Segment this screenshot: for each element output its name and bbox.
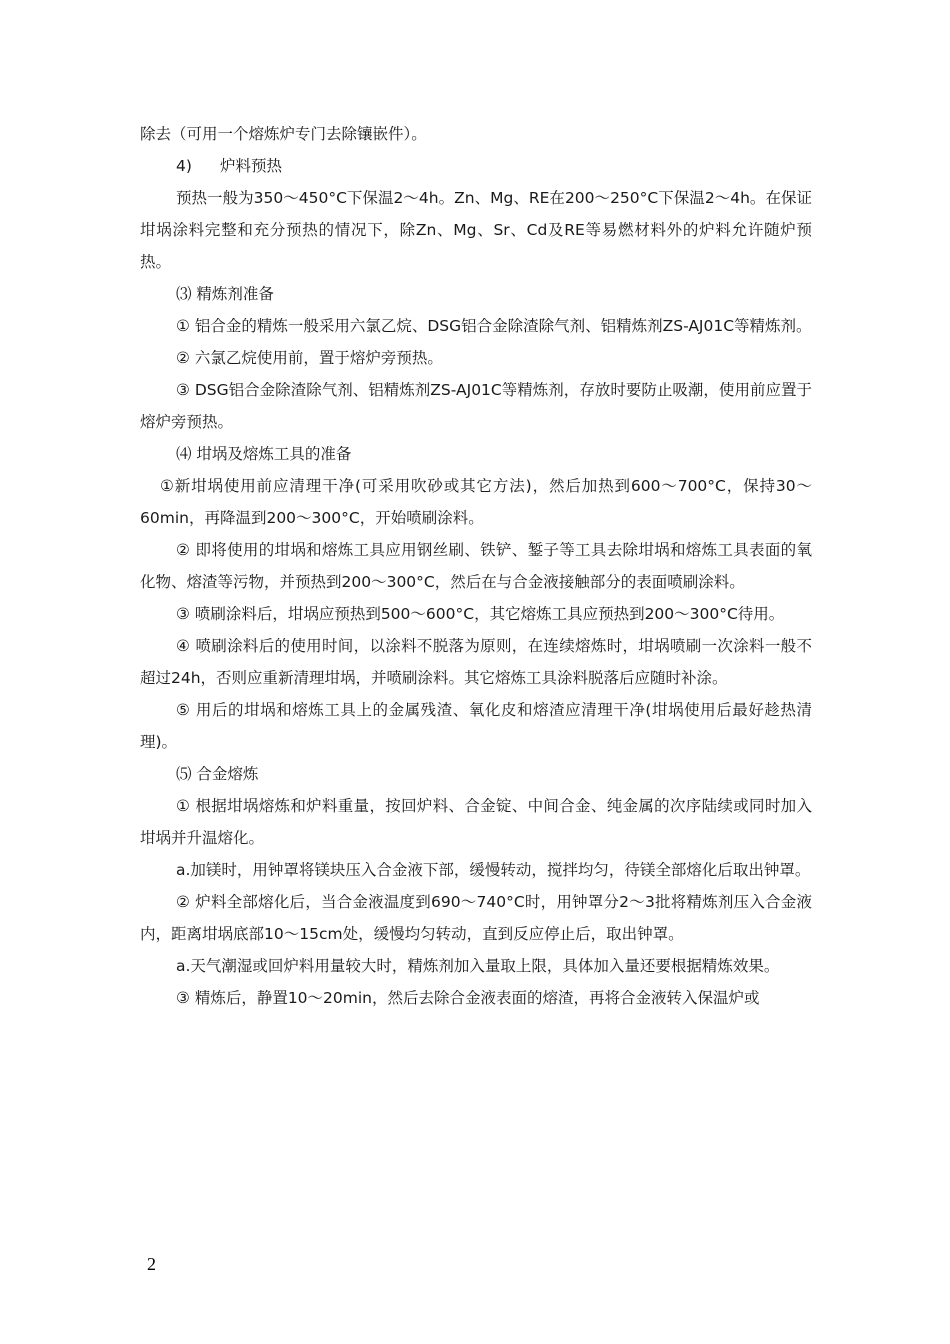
page-number: 2: [147, 1254, 156, 1274]
paragraph: ④ 喷刷涂料后的使用时间，以涂料不脱落为原则，在连续熔炼时，坩埚喷刷一次涂料一般不超过24h，否则应重新清理坩埚，并喷刷涂料。其它熔炼工具涂料脱落后应随时补涂。: [140, 637, 812, 687]
paragraph: ② 炉料全部熔化后，当合金液温度到690～740°C时，用钟罩分2～3批将精炼剂压入合金液内，距离坩埚底部10～15cm处，缓慢均匀转动，直到反应停止后，取出钟罩。: [140, 893, 812, 943]
paragraph: ③ DSG铝合金除渣除气剂、铝精炼剂ZS-AJ01C等精炼剂，存放时要防止吸潮，使用前应置于熔炉旁预热。: [140, 381, 812, 431]
paragraph: ①新坩埚使用前应清理干净(可采用吹砂或其它方法)，然后加热到600～700°C，保持30～60min，再降温到200～300°C，开始喷刷涂料。: [140, 477, 812, 527]
paragraph: ⑸ 合金熔炼: [176, 765, 259, 783]
heading-number: 4): [176, 157, 192, 175]
paragraph: 预热一般为350～450°C下保温2～4h。Zn、Mg、RE在200～250°C下保温2～4h。在保证坩埚涂料完整和充分预热的情况下，除Zn、Mg、Sr、Cd及RE等易燃材料外的炉料允许随炉预热。: [140, 189, 812, 271]
document-body: [140, 118, 812, 1014]
paragraph: ③ 喷刷涂料后，坩埚应预热到500～600°C，其它熔炼工具应预热到200～300°C待用。: [176, 605, 785, 623]
heading-text: 炉料预热: [220, 157, 283, 175]
paragraph: ② 即将使用的坩埚和熔炼工具应用钢丝刷、铁铲、錾子等工具去除坩埚和熔炼工具表面的氧化物、熔渣等污物，并预热到200～300°C，然后在与合金液接触部分的表面喷刷涂料。: [140, 541, 812, 591]
paragraph: ⑷ 坩埚及熔炼工具的准备: [176, 445, 352, 463]
paragraph: a.天气潮湿或回炉料用量较大时，精炼剂加入量取上限，具体加入量还要根据精炼效果。: [176, 957, 780, 975]
paragraph: ③ 精炼后，静置10～20min，然后去除合金液表面的熔渣，再将合金液转入保温炉或: [176, 989, 760, 1007]
paragraph: ⑶ 精炼剂准备: [176, 285, 274, 303]
paragraph: ② 六氯乙烷使用前，置于熔炉旁预热。: [176, 349, 443, 367]
paragraph: ⑤ 用后的坩埚和熔炼工具上的金属残渣、氧化皮和熔渣应清理干净(坩埚使用后最好趁热清理)。: [140, 701, 812, 751]
paragraph: ① 铝合金的精炼一般采用六氯乙烷、DSG铝合金除渣除气剂、铝精炼剂ZS-AJ01C等精炼剂。: [176, 317, 812, 335]
section-heading: [140, 150, 812, 182]
paragraph: 除去（可用一个熔炼炉专门去除镶嵌件）。: [140, 125, 427, 143]
paragraph: ① 根据坩埚熔炼和炉料重量，按回炉料、合金锭、中间合金、纯金属的次序陆续或同时加入坩埚并升温熔化。: [140, 797, 812, 847]
paragraph: a.加镁时，用钟罩将镁块压入合金液下部，缓慢转动，搅拌均匀，待镁全部熔化后取出钟罩。: [176, 861, 811, 879]
